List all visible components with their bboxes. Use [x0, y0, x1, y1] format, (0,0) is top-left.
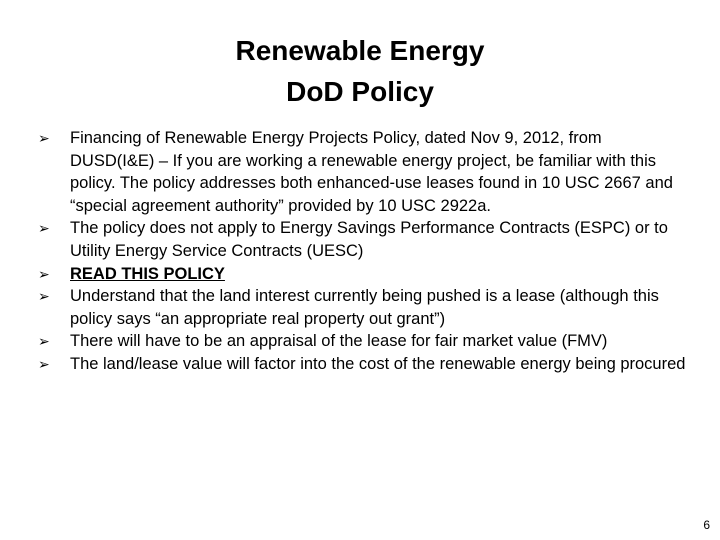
slide-title-line-1: Renewable Energy	[235, 35, 485, 66]
arrow-bullet-icon: ➢	[38, 220, 50, 237]
bullet-item-land-interest	[38, 285, 688, 330]
arrow-bullet-icon: ➢	[38, 355, 50, 372]
bullet-text-emphasis: READ THIS POLICY	[70, 264, 225, 283]
slide-title-line-2: DoD Policy	[286, 76, 434, 107]
arrow-bullet-icon: ➢	[38, 288, 50, 305]
arrow-bullet-icon: ➢	[38, 265, 50, 282]
bullet-text: The land/lease value will factor into the cost of the renewable energy being procured	[70, 354, 686, 373]
bullet-item-financing-policy	[38, 127, 688, 217]
bullet-text: The policy does not apply to Energy Savings Performance Contracts (ESPC) or to Utility Energy Service Contracts (UESC)	[70, 219, 668, 260]
bullet-item-not-apply	[38, 217, 688, 262]
bullet-item-read-policy	[38, 263, 688, 286]
bullet-text: Understand that the land interest currently being pushed is a lease (although this policy says “an appropriate real property out grant”)	[70, 287, 659, 328]
bullet-item-appraisal	[38, 330, 688, 353]
bullet-list	[38, 127, 688, 376]
bullet-text: Financing of Renewable Energy Projects Policy, dated Nov 9, 2012, from DUSD(I&E) – If you are working a renewable energy project, be familiar with this policy. The policy addresses both enhanced-use leases found in 10 USC 2667 and “special agreement authority” provided by 10 USC 2922a.	[70, 129, 673, 215]
arrow-bullet-icon: ➢	[38, 130, 50, 146]
slide-number: 6	[703, 518, 710, 532]
arrow-bullet-icon: ➢	[38, 333, 50, 350]
slide-title	[0, 30, 720, 112]
bullet-text: There will have to be an appraisal of the lease for fair market value (FMV)	[70, 332, 608, 351]
bullet-item-lease-value	[38, 353, 688, 376]
